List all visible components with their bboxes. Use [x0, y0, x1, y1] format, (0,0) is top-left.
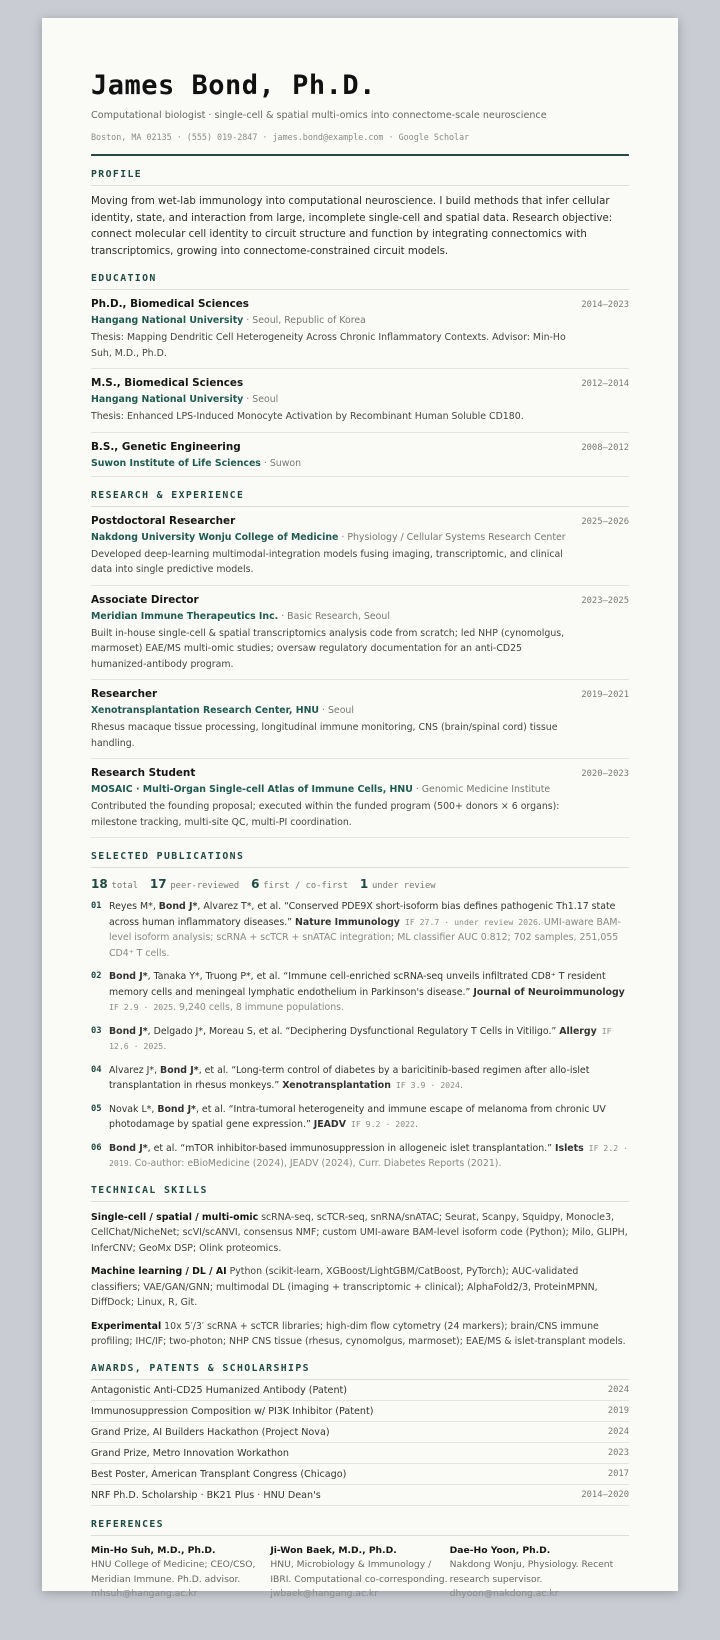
entry-date: 2023–2025 — [581, 595, 629, 606]
education-list — [91, 290, 629, 477]
subtitle: Computational biologist · single-cell & spatial multi-omics into connectome-scale neuroscience — [91, 110, 547, 121]
publication-annotation: . 9,240 cells, 8 immune populations. — [173, 1002, 345, 1013]
skill-text: 10x 5′/3′ scRNA + scTCR libraries; high-dim flow cytometry (24 markers); brain/CNS immune profiling; IHC/IF; two-photon; NHP CNS tissue (rhesus, cynomolgus, marmoset); EAE/MS & islet-transplant models. — [91, 1320, 626, 1347]
stat-label: first / co-first — [263, 881, 348, 891]
award-name: Grand Prize, Metro Innovation Workathon — [91, 1447, 289, 1459]
publication-citation: , Tanaka Y*, Truong P*, et al. “Immune cell-enriched scRNA-seq unveils infiltrated CD8⁺ T resident memory cells and meningeal lymphatic endothelium in Parkinson's disease.” — [109, 971, 606, 998]
entry-description: Thesis: Enhanced LPS-Induced Monocyte Activation by Recombinant Human Soluble CD180. — [91, 411, 524, 422]
entry-description: Built in-house single-cell & spatial transcriptomics analysis code from scratch; led NHP (cynomolgus, marmoset) EAE/MS multi-omic studies; oversaw regulatory documentation for an anti-CD25 humanized-antibody program. — [91, 627, 565, 670]
publication-journal: Nature Immunology — [295, 916, 400, 928]
experience-entry — [91, 759, 629, 838]
publication-meta: IF 12.6 · 2025 — [109, 1025, 612, 1051]
resume-content — [42, 18, 678, 1602]
award-year: 2023 — [607, 1447, 629, 1458]
publication-item — [91, 1141, 629, 1172]
entry-location: · Genomic Medicine Institute — [412, 784, 551, 795]
publication-meta: IF 27.7 · under review 2026 — [399, 916, 538, 927]
entry-location: · Physiology / Cellular Systems Research Center — [338, 531, 566, 543]
reference-description: HNU, Microbiology & Immunology / IBRI. Computational co-corresponding. — [270, 1559, 448, 1585]
entry-date: 2008–2012 — [581, 442, 629, 453]
publication-number: 04 — [91, 1064, 102, 1075]
entry-organization: Xenotransplantation Research Center, HNU — [91, 705, 320, 716]
publication-citation: , et al. “Intra-tumoral heterogeneity and immune escape of melanoma from chronic UV photodamage by spatial gene expression.” — [109, 1103, 606, 1130]
entry-description: Developed deep-learning multimodal-integration models fusing imaging, transcriptomic, and clinical data into single predictive models. — [91, 548, 563, 575]
stat-count: 18 — [91, 877, 108, 891]
reference-description: HNU College of Medicine; CEO/CSO, Meridian Immune. Ph.D. advisor. — [91, 1559, 256, 1585]
publication-meta: IF 2.2 · 2019 — [109, 1142, 629, 1168]
reference-email: mhsuh@hangang.ac.kr — [91, 1588, 198, 1599]
entry-role: Associate Director — [91, 593, 199, 606]
award-name: NRF Ph.D. Scholarship · BK21 Plus · HNU Dean's — [91, 1489, 321, 1501]
publication-list — [91, 899, 629, 1172]
entry-date: 2012–2014 — [581, 379, 629, 389]
award-item — [91, 1401, 629, 1422]
entry-date: 2020–2023 — [581, 769, 629, 779]
reference-name: Min-Ho Suh, M.D., Ph.D. — [91, 1544, 216, 1556]
entry-location: · Seoul, Republic of Korea — [243, 315, 366, 326]
publication-authors-pre: Reyes M*, — [109, 901, 159, 912]
entry-org — [91, 315, 629, 326]
award-name: Best Poster, American Transplant Congress (Chicago) — [91, 1468, 347, 1480]
header-divider — [91, 154, 629, 156]
entry-org — [91, 611, 629, 622]
entry-organization: Nakdong University Wonju College of Medicine — [91, 531, 339, 543]
resume-page — [42, 18, 678, 1599]
skill-label: Machine learning / DL / AI — [91, 1266, 227, 1277]
award-year: 2017 — [607, 1468, 629, 1479]
entry-role: Research Student — [91, 767, 196, 779]
skill-text: scRNA-seq, scTCR-seq, snRNA/snATAC; Seurat, Scanpy, Squidpy, Monocle3, CellChat/NicheNet; scVI/scANVI, consensus NMF; custom UMI-aware BAM-level isoform code (Python); Milo, GLIPH, InferCNV; GeoMx DSP; Olink proteomics. — [91, 1211, 628, 1254]
entry-role: Postdoctoral Researcher — [91, 514, 236, 527]
entry-organization: Meridian Immune Therapeutics Inc. — [91, 610, 279, 622]
publication-annotation: . — [414, 1119, 418, 1130]
entry-date: 2014–2023 — [581, 300, 629, 310]
awards-list — [91, 1380, 629, 1506]
skill-text: Python (scikit-learn, XGBoost/LightGBM/CatBoost, PyTorch); AUC-validated classifiers; VAE/GAN/GNN; multimodal DL (imaging + transcriptomic + clinical); AlphaFold2/3, ProteinMPNN, DiffDock; Linux, R, Git. — [91, 1266, 598, 1308]
entry-organization: Hangang National University — [91, 315, 244, 326]
skills-list — [91, 1210, 629, 1350]
publication-stats — [91, 877, 629, 891]
publication-meta: IF 9.2 · 2022 — [345, 1119, 415, 1129]
references-list — [91, 1544, 629, 1602]
skill-label: Single-cell / spatial / multi-omic — [91, 1211, 259, 1223]
publication-highlight-author: Bond J* — [157, 1103, 196, 1115]
publication-authors-pre: Alvarez J*, — [109, 1064, 161, 1076]
award-name: Antagonistic Anti-CD25 Humanized Antibody (Patent) — [91, 1384, 348, 1396]
experience-entry — [91, 586, 629, 681]
publication-item — [91, 1102, 629, 1133]
award-year: 2019 — [607, 1405, 629, 1416]
skill-item — [91, 1319, 629, 1350]
skill-label: Experimental — [91, 1320, 162, 1332]
publication-authors-pre: Novak L*, — [109, 1103, 158, 1115]
reference-name: Ji-Won Baek, M.D., Ph.D. — [270, 1544, 397, 1556]
experience-entry — [91, 507, 629, 586]
section-publications-title: SELECTED PUBLICATIONS — [91, 851, 629, 868]
education-entry — [91, 369, 629, 433]
entry-location: · Seoul — [243, 394, 279, 405]
entry-organization: Hangang National University — [91, 394, 244, 405]
award-year: 2024 — [607, 1426, 629, 1437]
entry-role: M.S., Biomedical Sciences — [91, 377, 244, 389]
publication-number: 02 — [91, 971, 102, 981]
reference-item — [270, 1544, 449, 1602]
publication-annotation: . Co-author: eBioMedicine (2024), JEADV (2024), Curr. Diabetes Reports (2021). — [128, 1158, 502, 1169]
entry-organization: Suwon Institute of Life Sciences — [91, 457, 261, 469]
entry-location: · Seoul — [319, 705, 354, 716]
entry-description: Contributed the founding proposal; executed within the funded program (500+ donors × 6 organs): milestone tracking, multi-site QC, multi-PI coordination. — [91, 801, 560, 828]
entry-description: Thesis: Mapping Dendritic Cell Heterogeneity Across Chronic Inflammatory Contexts. Advisor: Min-Ho Suh, M.D., Ph.D. — [91, 332, 566, 359]
section-references-title: REFERENCES — [91, 1519, 629, 1536]
publication-meta: IF 3.9 · 2024 — [390, 1080, 460, 1090]
skill-item — [91, 1264, 629, 1311]
publication-highlight-author: Bond J* — [109, 1142, 148, 1154]
publication-item — [91, 1063, 629, 1094]
publication-annotation: . — [459, 1080, 463, 1091]
publication-number: 05 — [91, 1103, 102, 1114]
entry-description: Rhesus macaque tissue processing, longitudinal immune monitoring, CNS (brain/spinal cord) tissue handling. — [91, 722, 558, 749]
reference-item — [91, 1544, 270, 1602]
section-profile-title: PROFILE — [91, 169, 629, 186]
section-skills-title: TECHNICAL SKILLS — [91, 1185, 629, 1202]
publication-number: 03 — [91, 1025, 102, 1036]
entry-org — [91, 458, 629, 469]
entry-location: · Suwon — [260, 457, 302, 469]
entry-org — [91, 784, 629, 795]
section-experience-title: RESEARCH & EXPERIENCE — [91, 490, 629, 507]
award-year: 2024 — [607, 1384, 629, 1395]
publication-journal: Xenotransplantation — [282, 1080, 391, 1091]
publication-item — [91, 899, 629, 961]
reference-item — [450, 1544, 629, 1602]
publication-number: 06 — [91, 1142, 102, 1153]
entry-org — [91, 394, 629, 405]
entry-date: 2025–2026 — [581, 516, 629, 527]
award-item — [91, 1443, 629, 1464]
publication-highlight-author: Bond J* — [158, 901, 198, 912]
publication-citation: , et al. “mTOR inhibitor-based immunosuppression in allogeneic islet transplantation.” — [147, 1142, 556, 1154]
publication-citation: , et al. “Long-term control of diabetes by a baricitinib-based regimen after allo-islet transplantation in rhesus monkeys.” — [109, 1064, 590, 1091]
entry-location: · Basic Research, Seoul — [278, 610, 390, 622]
education-entry — [91, 433, 629, 477]
stat-count: 1 — [359, 877, 369, 891]
entry-organization: MOSAIC · Multi-Organ Single-cell Atlas of Immune Cells, HNU — [91, 784, 413, 795]
publication-highlight-author: Bond J* — [109, 971, 148, 982]
reference-name: Dae-Ho Yoon, Ph.D. — [449, 1544, 551, 1556]
publication-item — [91, 1024, 629, 1055]
reference-email: jwbaek@hangang.ac.kr — [270, 1588, 379, 1599]
skill-item — [91, 1210, 629, 1257]
award-year: 2014–2020 — [581, 1489, 629, 1500]
publication-citation: , Delgado J*, Moreau S, et al. “Deciphering Dysfunctional Regulatory T Cells in Vitiligo.” — [147, 1025, 560, 1037]
publication-meta: IF 2.9 · 2025 — [109, 1002, 174, 1012]
entry-role: Ph.D., Biomedical Sciences — [91, 298, 249, 310]
contact-line: Boston, MA 02135 · (555) 019-2847 · james.bond@example.com · Google Scholar — [91, 132, 470, 142]
section-education-title: EDUCATION — [91, 273, 629, 290]
award-name: Immunosuppression Composition w/ PI3K Inhibitor (Patent) — [91, 1405, 374, 1417]
entry-role: Researcher — [91, 688, 158, 700]
publication-item — [91, 969, 629, 1016]
award-item — [91, 1422, 629, 1443]
publication-annotation: . UMI-aware BAM-level isoform analysis; scRNA + scTCR + snATAC integration; ML classifier AUC 0.812; 702 samples, 251,055 CD4⁺ T cells. — [109, 916, 621, 959]
award-name: Grand Prize, AI Builders Hackathon (Project Nova) — [91, 1426, 330, 1438]
experience-list — [91, 507, 629, 839]
stat-count: 6 — [251, 877, 260, 891]
entry-org — [91, 532, 629, 543]
publication-highlight-author: Bond J* — [160, 1064, 199, 1076]
entry-org — [91, 705, 629, 716]
publication-highlight-author: Bond J* — [109, 1025, 148, 1037]
stat-label: under review — [372, 881, 436, 891]
publication-annotation: . — [163, 1041, 167, 1052]
education-entry — [91, 290, 629, 369]
stat-count: 17 — [149, 877, 167, 891]
name-heading: James Bond, Ph.D. — [91, 70, 376, 101]
award-item — [91, 1485, 629, 1506]
publication-journal: Islets — [555, 1142, 584, 1154]
publication-journal: Journal of Neuroimmunology — [473, 986, 625, 998]
profile-text: Moving from wet-lab immunology into computational neuroscience. I build methods that infer cellular identity, state, and interaction from large, incomplete single-cell and spatial data. Research objective: connect molecular cell identity to circuit structure and function by integrating connectomics with transcriptomics, growing into connectome-constrained circuit models. — [91, 196, 613, 257]
publication-number: 01 — [91, 901, 102, 911]
publication-citation: , Alvarez T*, et al. “Conserved PDE9X short-isoform bias defines pathogenic Th1.17 state across human inflammatory diseases.” — [109, 901, 616, 928]
publication-journal: Allergy — [559, 1025, 597, 1037]
publication-journal: JEADV — [313, 1119, 346, 1130]
entry-role: B.S., Genetic Engineering — [91, 440, 241, 453]
award-item — [91, 1380, 629, 1401]
reference-description: Nakdong Wonju, Physiology. Recent research supervisor. — [449, 1559, 614, 1585]
section-awards-title: AWARDS, PATENTS & SCHOLARSHIPS — [91, 1363, 629, 1380]
stat-label: total — [111, 881, 139, 891]
award-item — [91, 1464, 629, 1485]
reference-email: dhyoon@nakdong.ac.kr — [449, 1588, 559, 1599]
entry-date: 2019–2021 — [581, 690, 629, 700]
stat-label: peer-reviewed — [170, 881, 240, 891]
experience-entry — [91, 680, 629, 759]
